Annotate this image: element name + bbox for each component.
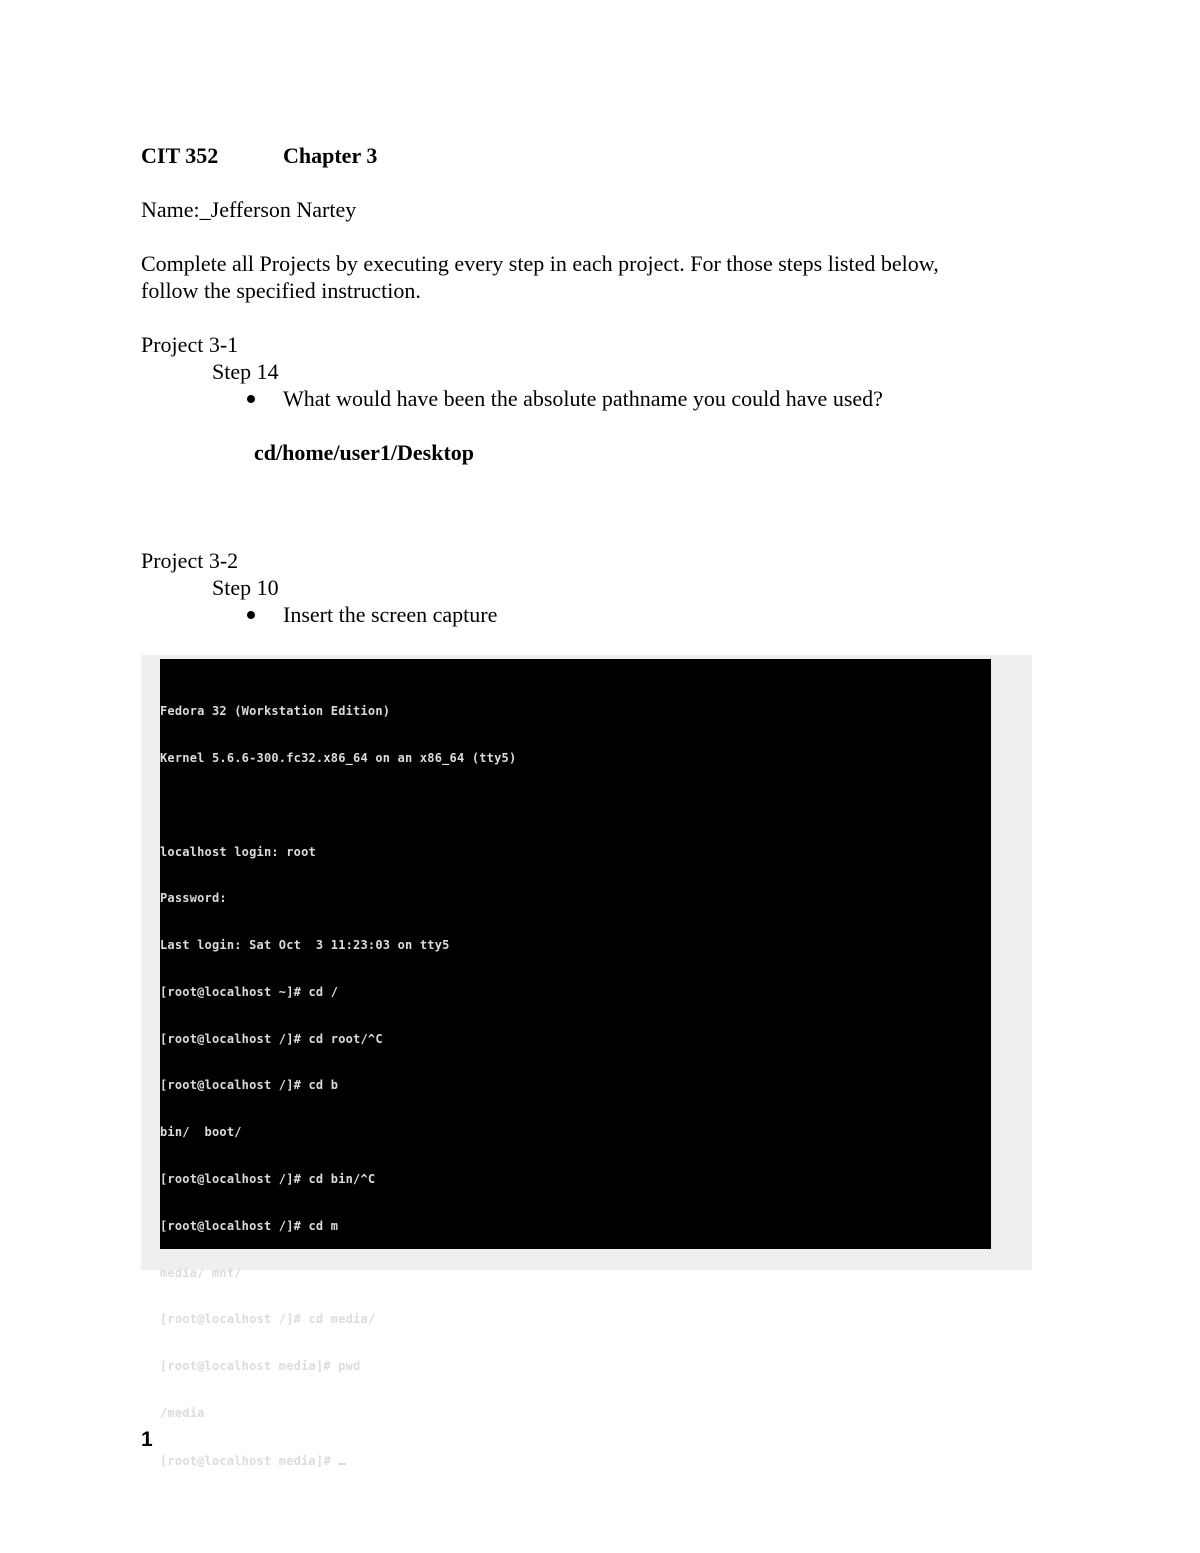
terminal-prompt: [root@localhost media]# (160, 1453, 339, 1468)
project-3-1-heading: Project 3-1 (141, 332, 239, 357)
instructions-line-1: Complete all Projects by executing every step in each project. For those steps listed below, (141, 251, 939, 276)
bullet-icon (247, 395, 255, 403)
terminal-screenshot (160, 659, 991, 1468)
terminal-line: Password: (160, 891, 227, 906)
terminal-line: [root@localhost media]# pwd (160, 1359, 361, 1374)
student-name: Name:_Jefferson Nartey (141, 197, 357, 222)
terminal-line: Fedora 32 (Workstation Edition) (160, 704, 391, 719)
project-3-1-question: What would have been the absolute pathname you could have used? (283, 386, 883, 411)
project-3-2-instruction: Insert the screen capture (283, 602, 498, 627)
screen-capture-frame (141, 655, 1032, 1468)
cursor-icon (338, 1453, 346, 1465)
terminal-line: [root@localhost /]# cd root/^C (160, 1031, 383, 1046)
terminal-line: /media (160, 1405, 205, 1420)
terminal-line: localhost login: root (160, 844, 316, 859)
terminal-line: [root@localhost /]# cd bin/^C (160, 1172, 376, 1186)
course-title: CIT 352 (141, 143, 219, 168)
project-3-2-heading: Project 3-2 (141, 548, 239, 573)
chapter-title: Chapter 3 (283, 143, 378, 168)
terminal-line: Kernel 5.6.6-300.fc32.x86_64 on an x86_64 (tty5) (160, 750, 517, 765)
terminal-prompt-line (160, 1453, 516, 1469)
project-3-2-step: Step 10 (212, 575, 279, 600)
terminal-line: media/ mnt/ (160, 1265, 242, 1280)
terminal-line: [root@localhost /]# cd m (160, 1218, 339, 1233)
terminal-line: [root@localhost /]# cd media/ (160, 1312, 376, 1327)
terminal-line: bin/ boot/ (160, 1125, 242, 1140)
project-3-1-answer: cd/home/user1/Desktop (254, 440, 474, 465)
terminal-line: [root@localhost ~]# cd / (160, 984, 339, 999)
page-number: 1 (141, 1428, 153, 1451)
terminal-line (160, 798, 516, 814)
instructions-line-2: follow the specified instruction. (141, 278, 421, 303)
terminal-line: [root@localhost /]# cd b (160, 1078, 339, 1093)
terminal-output (160, 673, 516, 1499)
project-3-1-step: Step 14 (212, 359, 279, 384)
bullet-icon (247, 611, 255, 619)
terminal-line: Last login: Sat Oct 3 11:23:03 on tty5 (160, 938, 450, 953)
